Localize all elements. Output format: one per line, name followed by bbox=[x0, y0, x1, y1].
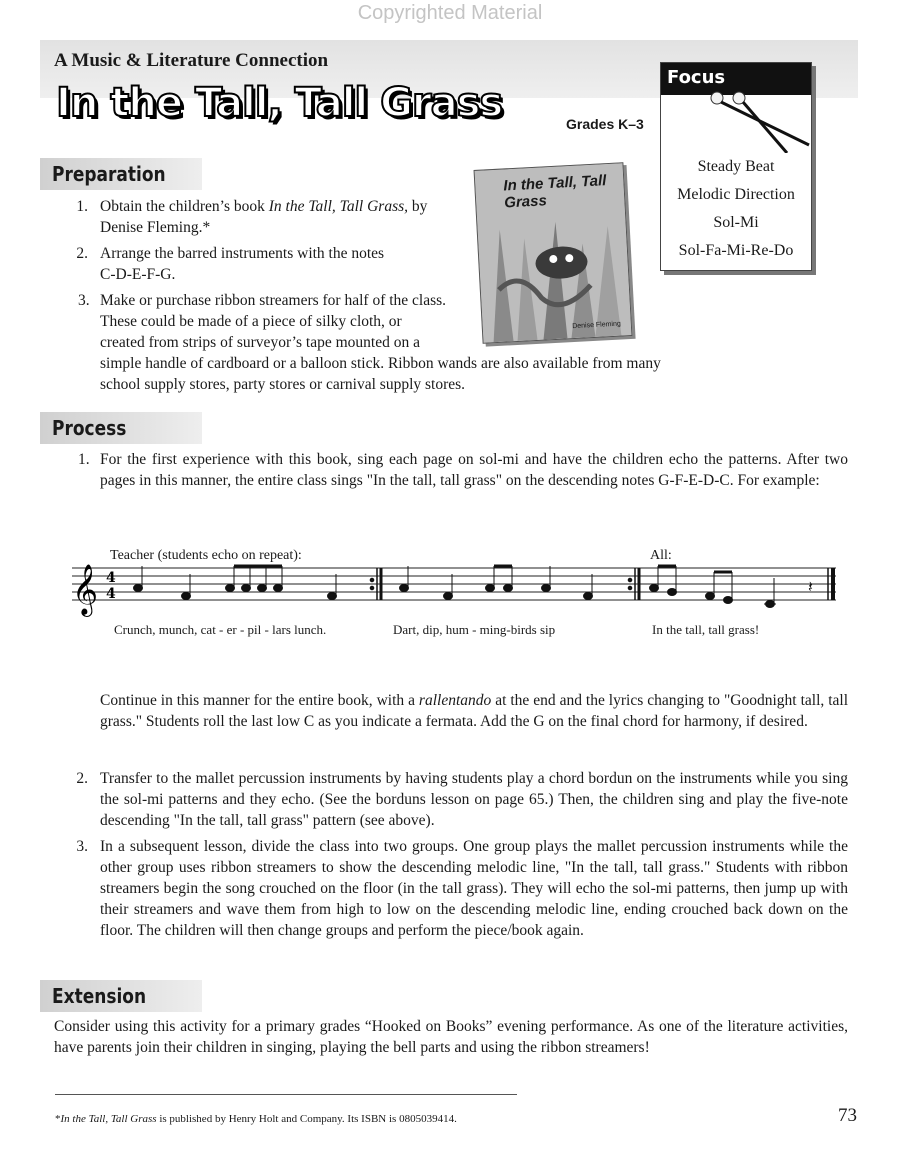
process-item: 2. Transfer to the mallet percussion instruments by having students play a chord bordun on the instruments while you sing the sol-mi patterns and they echo. (See the borduns lesson on page 65.) Then, the children sing and play the five-note descending "In the tall, tall grass" pattern (see above). bbox=[76, 770, 848, 829]
focus-item: Sol-Fa-Mi-Re-Do bbox=[678, 242, 794, 259]
music-staff bbox=[70, 560, 840, 620]
time-signature-bottom: 4 bbox=[106, 586, 116, 602]
preparation-item: 1. Obtain the children’s book In the Tall, Tall Grass, by Denise Fleming.* bbox=[76, 198, 428, 236]
preparation-item-text: Make or purchase ribbon streamers for half of the class. These could be made of a piece of silky cloth, or created from strips of surveyor’s tape mounted on a simple handle of cardboard or a balloon stick. Ribbon wands are also available from many school supply stores, party stores or carnival supply stores. bbox=[100, 290, 700, 395]
preparation-item: 2. Arrange the barred instruments with the notes C-D-E-F-G. bbox=[76, 245, 385, 283]
focus-item: Melodic Direction bbox=[677, 186, 795, 203]
all-label: All: bbox=[650, 548, 672, 563]
process-item-number: 1. bbox=[78, 451, 90, 468]
process-item-text: For the first experience with this book, sing each page on sol-mi and have the children echo the patterns. After two pages in this manner, the entire class sings "In the tall, tall grass" on the descending notes G-F-E-D-C. For example: bbox=[100, 451, 848, 489]
copyright-watermark: Copyrighted Material bbox=[357, 2, 543, 24]
book-cover-title: In the Tall, Tall Grass bbox=[502, 172, 607, 212]
process-heading: Process bbox=[40, 412, 202, 444]
teacher-label: Teacher (students echo on repeat): bbox=[110, 548, 302, 563]
series-title: A Music & Literature Connection bbox=[54, 50, 329, 71]
preparation-heading: Preparation bbox=[40, 158, 202, 190]
footnote: *In the Tall, Tall Grass is published by Henry Holt and Company. Its ISBN is 0805039414. bbox=[55, 1113, 457, 1125]
page-title: In the Tall, Tall Grass bbox=[56, 80, 503, 126]
lyric-line: Dart, dip, hum - ming-birds sip bbox=[393, 622, 556, 637]
grade-level: Grades K–3 bbox=[566, 116, 644, 132]
time-signature-top: 4 bbox=[106, 570, 116, 586]
preparation-item-number: 3. bbox=[78, 292, 90, 309]
process-item: 3. In a subsequent lesson, divide the class into two groups. One group plays the mallet percussion instruments while the other group uses ribbon streamers to show the descending melodic line, "In the tall, tall grass." Students with ribbon streamers begin the song crouched on the floor (in the tall grass). They will echo the sol-mi patterns, then jump up with their streamers and wave them from high to low on the descending melodic line, ending crouched back down on the floor. The children will then change groups and perform the piece/book again. bbox=[76, 838, 848, 939]
focus-label: Focus bbox=[667, 67, 726, 88]
footer-rule bbox=[55, 1094, 517, 1095]
focus-item: Steady Beat bbox=[697, 158, 775, 175]
mallets-icon bbox=[701, 83, 811, 153]
focus-box bbox=[660, 62, 812, 271]
focus-list bbox=[661, 153, 811, 265]
treble-clef-icon: 𝄞 bbox=[72, 564, 99, 615]
preparation-list bbox=[56, 196, 456, 285]
extension-heading: Extension bbox=[40, 980, 202, 1012]
extension-text: Consider using this activity for a primary grades “Hooked on Books” evening performance. As one of the literature activities, have parents join their children in singing, playing the bell parts and using the ribbon streamers! bbox=[54, 1018, 848, 1056]
book-cover-author: Denise Fleming bbox=[572, 320, 621, 331]
continue-paragraph: Continue in this manner for the entire book, with a rallentando at the end and the lyrics changing to "Goodnight tall, tall grass." Students roll the last low C as you indicate a fermata. Add the G on the final chord for harmony, if desired. bbox=[100, 692, 848, 730]
page-number: 73 bbox=[838, 1105, 857, 1126]
lyric-line: Crunch, munch, cat - er - pil - lars lunch. bbox=[114, 622, 327, 637]
text-wrap-spacer bbox=[448, 290, 700, 352]
process-list bbox=[56, 768, 848, 941]
quarter-rest-icon: 𝄽 bbox=[808, 577, 813, 596]
lyric-line: In the tall, tall grass! bbox=[652, 622, 760, 637]
focus-item: Sol-Mi bbox=[713, 214, 759, 231]
